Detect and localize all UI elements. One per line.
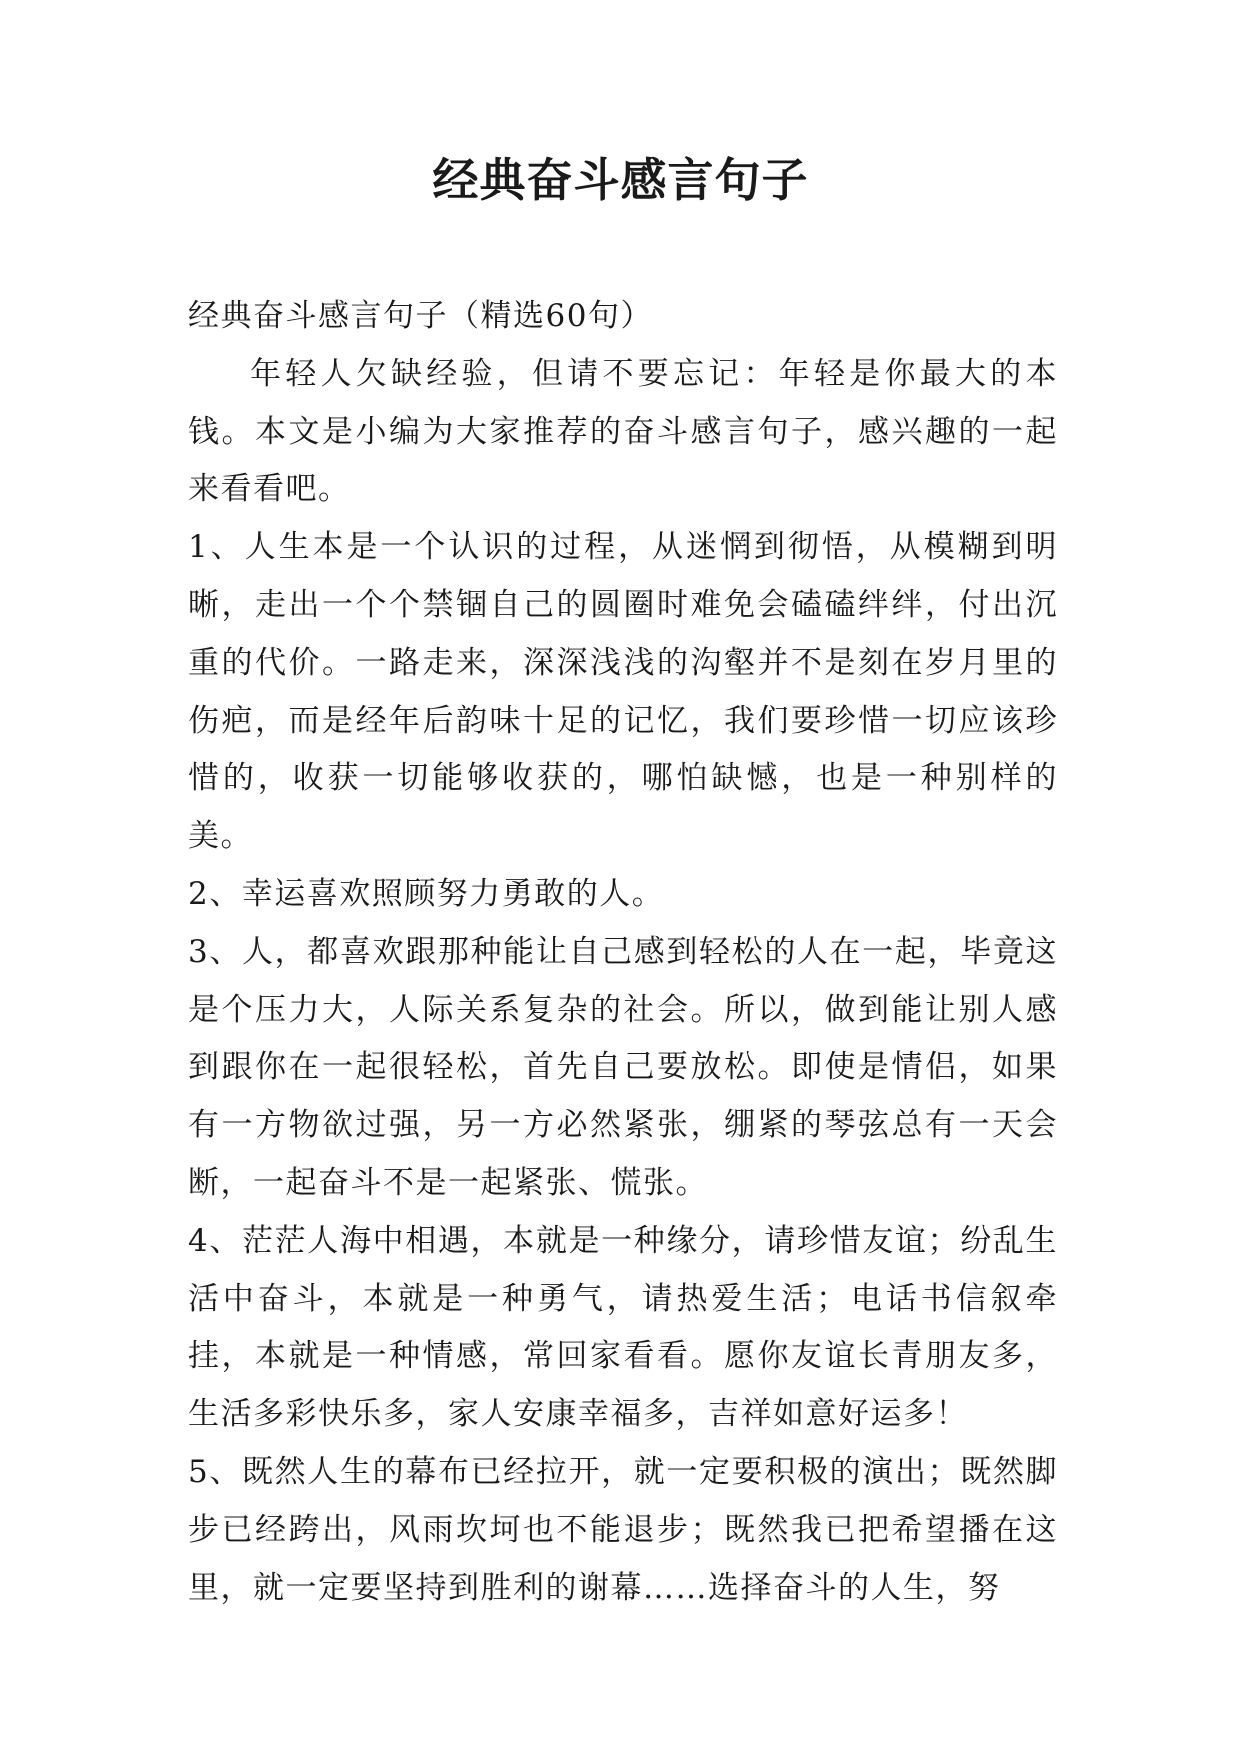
list-item: 2、幸运喜欢照顾努力勇敢的人。 bbox=[188, 875, 665, 912]
document-subtitle: 经典奋斗感言句子（精选60句） bbox=[188, 298, 653, 334]
document-title: 经典奋斗感言句子 bbox=[432, 153, 809, 207]
list-item: 3、人，都喜欢跟那种能让自己感到轻松的人在一起，毕竟这是个压力大，人际关系复杂的社会。所以，做到能让别人感到跟你在一起很轻松，首先自己要放松。即使是情侣，如果有一方物欲过强，另一方必然紧张，绷紧的琴弦总有一天会断，一起奋斗不是一起紧张、慌张。 bbox=[188, 933, 1058, 1201]
list-item: 4、茫茫人海中相遇，本就是一种缘分，请珍惜友谊；纷乱生活中奋斗，本就是一种勇气，请热爱生活；电话书信叙牵挂，本就是一种情感，常回家看看。愿你友谊长青朋友多，生活多彩快乐多，家人安康幸福多，吉祥如意好运多！ bbox=[188, 1222, 1058, 1433]
list-item: 1、人生本是一个认识的过程，从迷惘到彻悟，从模糊到明晰，走出一个个禁锢自己的圆圈时难免会磕磕绊绊，付出沉重的代价。一路走来，深深浅浅的沟壑并不是刻在岁月里的伤疤，而是经年后韵味十足的记忆，我们要珍惜一切应该珍惜的，收获一切能够收获的，哪怕缺憾，也是一种别样的美。 bbox=[188, 529, 1058, 855]
document-body bbox=[188, 288, 1058, 1617]
intro-paragraph: 年轻人欠缺经验，但请不要忘记：年轻是你最大的本钱。本文是小编为大家推荐的奋斗感言句子，感兴趣的一起来看看吧。 bbox=[188, 355, 1058, 508]
list-item: 5、既然人生的幕布已经拉开，就一定要积极的演出；既然脚步已经跨出，风雨坎坷也不能退步；既然我已把希望播在这里，就一定要坚持到胜利的谢幕……选择奋斗的人生，努 bbox=[188, 1453, 1058, 1606]
